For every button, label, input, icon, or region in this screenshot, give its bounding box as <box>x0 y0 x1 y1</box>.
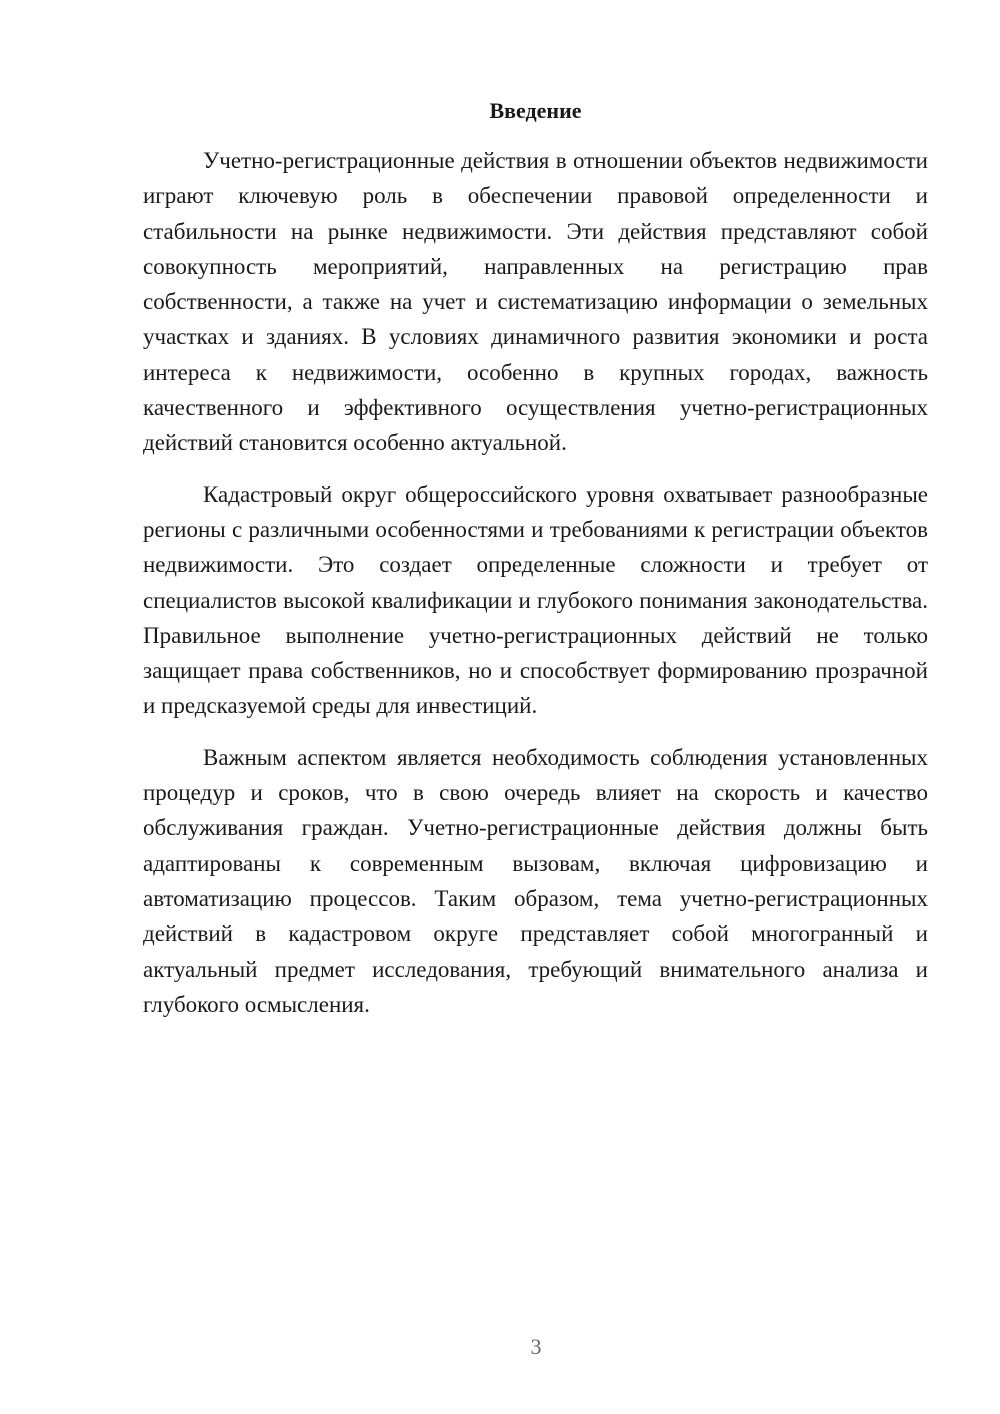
section-title: Введение <box>489 98 582 123</box>
page-content <box>143 96 928 1038</box>
paragraph-1: Учетно-регистрационные действия в отношении объектов недвижимости играют ключевую роль в обеспечении правовой определенности и стабильности на рынке недвижимости. Эти действия представляют собой совокупность мероприятий, направленных на регистрацию прав собственности, а также на учет и систематизацию информации о земельных участках и зданиях. В условиях динамичного развития экономики и роста интереса к недвижимости, особенно в крупных городах, важность качественного и эффективного осуществления учетно-регистрационных действий становится особенно актуальной. <box>143 148 928 456</box>
paragraph-3: Важным аспектом является необходимость соблюдения установленных процедур и сроков, что в свою очередь влияет на скорость и качество обслуживания граждан. Учетно-регистрационные действия должны быть адаптированы к современным вызовам, включая цифровизацию и автоматизацию процессов. Таким образом, тема учетно-регистрационных действий в кадастровом округе представляет собой многогранный и актуальный предмет исследования, требующий внимательного анализа и глубокого осмысления. <box>143 744 928 1017</box>
page-number: 3 <box>530 1334 542 1359</box>
paragraph-2: Кадастровый округ общероссийского уровня охватывает разнообразные регионы с различными особенностями и требованиями к регистрации объектов недвижимости. Это создает определенные сложности и требует от специалистов высокой квалификации и глубокого понимания законодательства. Правильное выполнение учетно-регистрационных действий не только защищает права собственников, но и способствует формированию прозрачной и предсказуемой среды для инвестиций. <box>143 481 928 719</box>
